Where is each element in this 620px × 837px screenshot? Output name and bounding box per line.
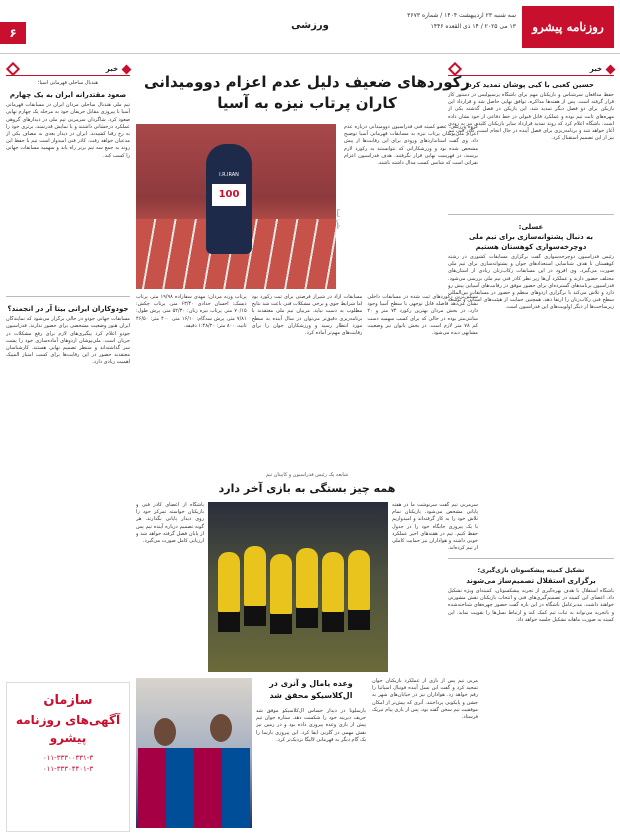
barcelona-article — [136, 678, 478, 828]
news-title: جودوکاران ایرانی بیتا آر در انجمند؟ — [7, 305, 129, 314]
main-headline: رکوردهای ضعیف دلیل عدم اعزام دوومیدانی کاران پرتاب نیزه به آسیا — [144, 73, 470, 112]
ad-brand: پیشرو — [49, 731, 87, 745]
article-columns — [136, 294, 478, 464]
page-header — [0, 0, 620, 54]
player-figure — [322, 552, 344, 612]
article-body: مسابقات آزاد در شیراز فرصتی برای ثبت رکورد بود اما شرایط جوی و برخی مشکلات فنی باعث شد نتایج مطلوب به دست نیاید. مربیان تیم ملی معتقدند با برنامه‌ریزی دقیق‌تر می‌توان در سال آینده به سطح مورد انتظار رسید و ورزشکاران جوان را برای رقابت‌های مهم‌تر آماده کرد. — [251, 294, 363, 337]
news-kicker: تشکیل کمیته پیشکسوتان بازی‌گیری؛ — [477, 567, 585, 574]
news-kicker: عسلی: — [518, 223, 544, 231]
article-body: باشگاه از اعضای کادر فنی و بازیکنان خواسته تمرکز خود را روی دیدار پایانی بگذارند. هر گونه تصمیم درباره آینده تیم پس از پایان فصل گرفته خواهد شد و ارزیابی کامل صورت می‌گیرد. — [136, 502, 204, 545]
diamond-icon — [6, 61, 20, 75]
article-body: گروه ورزشی: عضو کمیته فنی فدراسیون دوومیدانی درباره عدم اعزام ملی‌پوشان پرتاب نیزه به مسابقات قهرمانی آسیا توضیح داد. وی گفت استانداردهای ورودی برای این رقابت‌ها از پیش مشخص شده بود و ورزشکارانی که نتوانستند به رکورد لازم برسند، در فهرست نهایی قرار نگرفتند. هدف فدراسیون اعزام نفراتی است که شانس کسب مدال داشته باشند. — [344, 124, 478, 167]
news-title: صعود مقتدرانه ایران به یک چهارم — [9, 91, 127, 100]
article-headline: وعده یامال و آنری در ال‌کلاسیکو محقق شد — [269, 679, 353, 700]
players-photo — [136, 678, 252, 828]
news-label: خبر — [590, 65, 614, 73]
issue-date-persian: سه شنبه ۲۳ اردیبهشت ۱۴۰۴ / شماره ۳۶۷۳ — [407, 12, 516, 19]
photo-credit: عکس: ایسنا — [336, 209, 341, 230]
player-figure — [348, 550, 370, 610]
ad-box — [6, 682, 130, 832]
player-shorts — [322, 612, 344, 632]
player-figure — [218, 552, 240, 612]
newspaper-logo — [522, 6, 614, 48]
team-photo — [208, 502, 388, 672]
ad-phone: ۰۱۱-۳۳۳۰۰۳۳۱-۳ — [42, 754, 94, 762]
news-title: به دنبال پشتوانه‌سازی برای تیم ملی دوچرخه‌سواری کوهستان هستیم — [468, 233, 594, 251]
news-bar — [6, 62, 130, 76]
article-body: سنگین‌ترین رکوردهای ثبت شده در مسابقات داخلی نشان می‌دهد فاصله قابل توجهی با سطح آسیا وجود دارد. در بخش مردان بهترین رکورد ۷۴ متر و ۲۰ سانتی‌متر بوده در حالی که برای کسب سهمیه دست کم ۷۸ متر لازم است. در بخش بانوان نیز وضعیت مشابهی دیده می‌شود. — [367, 294, 478, 337]
player-shorts — [244, 606, 266, 626]
player-face — [154, 718, 176, 746]
news-body: تیم ملی هندبال ساحلی مردان ایران در مسابقات قهرمانی آسیا با پیروزی مقابل حریفان خود به مرحله یک چهارم نهایی صعود کرد. شاگردان سرمربی تیم ملی در دیدارهای گروهی عملکرد درخشانی داشتند و با نمایش قدرتمند، برتری خود را به رخ رقبا کشیدند. ایران در دیدار بعدی به مصاف یکی از مدعیان خواهد رفت. کادر فنی امیدوار است تیم با حفظ این روند به جمع سه تیم برتر راه یابد و سهمیه مسابقات جهانی را کسب کند. — [6, 102, 130, 159]
article-headline: همه چیز بستگی به بازی آخر دارد — [218, 482, 396, 495]
news-title: حسین کعبی با کیی پوشان تمدید کرد — [468, 81, 594, 89]
ad-subtitle: آگهی‌های روزنامه — [15, 713, 121, 727]
records-list: پرتاب وزنه مردان: مهدی سقازاده ۱۹/۹۸ متر، پرتاب دیسک: احسان حدادی ۶۳/۴۰ متر، پرتاب چکش: ۷۰/۱۵ متر. پرتاب نیزه زنان: ۵۲/۳۰ متر، پرش طول: ۷/۸۱ متر، پرش سه‌گام: ۱۶/۱۰ متر، ۴۰۰ متر: ۴۶/۵۰ ثانیه، ۸۰۰ متر: ۱:۴۸/۲۰ دقیقه. — [135, 294, 247, 329]
player-figure — [270, 554, 292, 614]
bib-country: I.R.IRAN — [219, 172, 239, 178]
issue-date-gregorian: ۱۳ می ۲۰۲۵ / ۱۴ ذی القعده ۱۴۴۶ — [430, 23, 516, 30]
article-body: سرمربی تیم گفت سرنوشت ما در هفته پایانی مشخص می‌شود. بازیکنان تمام تلاش خود را به کار گرفته‌اند و امیدواریم با یک پیروزی جایگاه خود را در جدول حفظ کنیم. تیم در هفته‌های اخیر عملکرد خوبی داشته و هواداران نیز حمایت کاملی از تیم کرده‌اند. — [392, 502, 478, 552]
main-column — [136, 62, 478, 832]
player-figure — [244, 546, 266, 606]
player-figure — [296, 548, 318, 608]
player-shirt — [138, 748, 194, 828]
runner-photo — [136, 124, 336, 289]
news-kicker: هندبال ساحلی قهرمانی آسیا؛ — [37, 80, 99, 86]
player-shorts — [218, 612, 240, 632]
news-body: رئیس فدراسیون دوچرخه‌سواری گفت برگزاری مسابقات کشوری در رشته کوهستان با هدف شناسایی استعدادهای جوان و پشتوانه‌سازی برای تیم ملی صورت می‌گیرد. وی افزود در این مسابقات رکاب‌زنان زیادی از استان‌های مختلف حضور دارند و عملکرد آن‌ها زیر نظر کادر فنی تیم ملی بررسی می‌شود. فدراسیون برنامه‌های گسترده‌ای برای حضور موفق در رقابت‌های آسیایی پیش رو دارد و تلاش می‌کند با برگزاری اردوهای منظم و حضور در مسابقات بین‌المللی سطح فنی رکاب‌زنان را ارتقا دهد. همچنین حمایت از هیئت‌های استانی و توسعه زیرساخت‌ها از دیگر اولویت‌های این فدراسیون است. — [448, 254, 614, 311]
news-label: خبر — [106, 65, 130, 73]
article-body: بارسلونا در دیدار حساس ال‌کلاسیکو موفق شد حریف دیرینه خود را شکست دهد. ستاره جوان تیم پیش از بازی وعده پیروزی داده بود و در زمین نیز نقش مهمی در گلزنی ایفا کرد. این پیروزی بارسا را یک گام دیگر به قهرمانی لالیگا نزدیک‌تر کرد. — [256, 708, 366, 743]
player-shorts — [296, 608, 318, 628]
ad-phone: ۰۱۱-۳۳۳۰۴۴۰۱-۳ — [42, 765, 94, 773]
ad-title: سازمان — [43, 693, 93, 708]
news-body: باشگاه استقلال با هدف بهره‌گیری از تجربه پیشکسوتان، کمیته‌ای ویژه تشکیل داد. اعضای این کمیته در تصمیم‌گیری‌های فنی و انتخاب بازیکنان نقش مشورتی خواهند داشت. مدیرعامل باشگاه در این باره گفت حضور چهره‌های شناخته‌شده و باتجربه می‌تواند به ثبات تیم کمک کند و ارتباط نسل‌ها را تقویت نماید. این کمیته به صورت ماهانه تشکیل جلسه خواهد داد. — [448, 588, 614, 623]
news-title: برگزاری استقلال تصمیم‌ساز می‌شوند — [466, 577, 596, 585]
player-shorts — [348, 610, 370, 630]
article-body: مربی تیم پس از بازی از عملکرد بازیکنان جوان تمجید کرد و گفت این نسل آینده فوتبال اسپانیا را رقم خواهد زد. هواداران نیز در خیابان‌های شهر به جشن و پایکوبی پرداختند. آنری که پیش‌تر از امکان موفقیت تیم سخن گفته بود، پس از بازی پیام تبریک فرستاد. — [372, 678, 478, 721]
player-face — [210, 714, 232, 742]
news-body: حفظ مدافعان سرشناس و بازیکنان مهم برای باشگاه پرسپولیس در دستور کار قرار گرفته است. پس از هفته‌ها مذاکره، توافق نهایی حاصل شد و قرارداد این بازیکن برای دو فصل دیگر تمدید شد. این بازیکن در فصل گذشته یکی از مهره‌های ثابت تیم بوده و عملکرد قابل قبولی در خط دفاعی از خود نشان داده است. باشگاه اعلام کرد که روند تمدید قرارداد سایر بازیکنان کلیدی نیز به زودی آغاز خواهد شد و برنامه‌ریزی برای فصل آینده در حال انجام است. کادر فنی تیم نیز از این تصمیم استقبال کرد. — [448, 92, 614, 142]
news-body: مسابقات جهانی جودو در حالی برگزار می‌شود که نمایندگان ایران هنوز وضعیت مشخصی برای حضور ندارند. فدراسیون جودو اعلام کرد پیگیری‌های لازم برای رفع مشکلات در جریان است. ملی‌پوشان اردوهای آماده‌سازی خود را پشت سر گذاشته‌اند و منتظر تصمیم نهایی هستند. کارشناسان معتقدند حضور در این رقابت‌ها برای کسب امتیاز المپیک اهمیت زیادی دارد. — [6, 316, 130, 366]
section-title: ورزشی — [291, 20, 329, 31]
divider — [6, 296, 130, 300]
logo-text: روزنامه پیشرو — [532, 20, 604, 34]
article-kicker: شایعه یک رئیس فدراسیون و کاپیتان تیم — [265, 472, 349, 478]
player-shirt — [194, 748, 250, 828]
left-column — [6, 62, 130, 832]
bib-number: 100 — [212, 184, 246, 206]
page-number: ۶ — [0, 22, 26, 44]
player-shorts — [270, 614, 292, 634]
